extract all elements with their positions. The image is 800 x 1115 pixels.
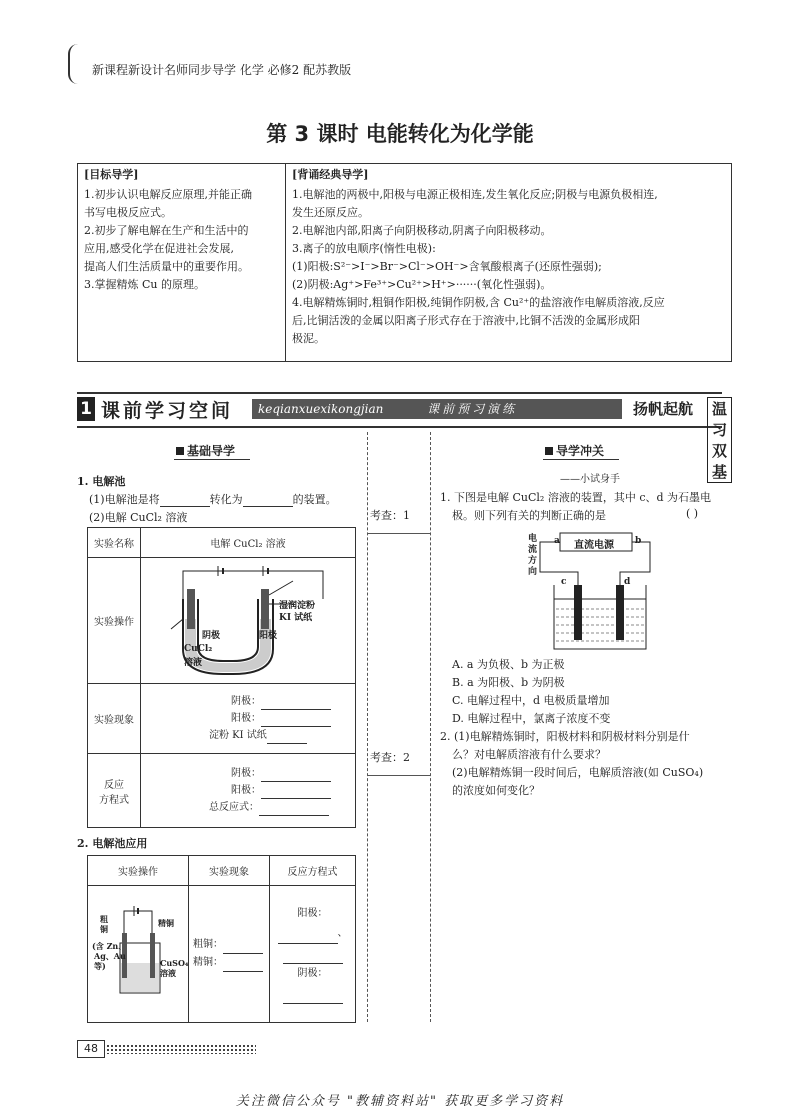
blank[interactable] — [283, 953, 343, 964]
heading-rule — [174, 459, 250, 460]
blank[interactable] — [243, 496, 293, 507]
cuso4-label: CuSO₄ — [160, 958, 189, 968]
mid-rule — [367, 775, 430, 776]
banner-number: 1 — [77, 397, 95, 421]
u-tube-diagram — [143, 559, 353, 679]
table-cell: 实验操作 — [88, 558, 141, 684]
blank[interactable] — [259, 805, 329, 816]
terminal-b-label: b — [635, 536, 642, 546]
electrode-c-label: c — [561, 577, 567, 587]
solution-label: CuCl₂ — [184, 644, 213, 654]
item-1b: (2)电解 CuCl₂ 溶液 — [89, 511, 188, 524]
subsection-2: 2. 电解池应用 — [77, 837, 148, 850]
electrolysis-table — [87, 527, 356, 828]
fill-row: 阴极： — [231, 693, 355, 710]
recite-line: 3.离子的放电顺序(惰性电极): — [292, 242, 436, 255]
fill-blank-1: (1)电解池是将 转化为 的装置。 — [89, 493, 337, 506]
solution-label: 溶液 — [184, 658, 203, 668]
goal-line: 提高人们生活质量中的重要作用。 — [84, 260, 249, 273]
power-source-label: 直流电源 — [574, 540, 614, 551]
page-number: 48 — [77, 1040, 105, 1058]
fill-row: 阳极： — [231, 710, 355, 727]
mid-rule — [367, 533, 430, 534]
right-section-heading: 导学冲关 — [545, 442, 604, 459]
check-label-1: 考查：1 — [370, 509, 410, 522]
answer-paren[interactable]: ( ) — [686, 507, 699, 520]
question-2-line: 么？对电解质溶液有什么要求？ — [452, 748, 606, 761]
question-2-line: (2)电解精炼铜一段时间后，电解质溶液(如 CuSO₄) — [452, 766, 704, 779]
right-subheading: ——小试身手 — [560, 474, 620, 485]
square-icon — [176, 447, 184, 455]
recite-line: 发生还原反应。 — [292, 206, 369, 219]
check-label-2: 考查：2 — [370, 751, 410, 764]
header-bracket — [68, 44, 80, 84]
option-c[interactable]: C. 电解过程中，d 电极质量增加 — [452, 694, 610, 707]
banner-roman: keqianxuexikongjian — [258, 402, 384, 416]
banner-slogan: 扬帆起航 — [633, 400, 694, 418]
heading-rule — [543, 459, 619, 460]
current-direction-label: 电 流 方 向 — [528, 534, 538, 577]
goal-line: 1.初步认识电解反应原理,并能正确 — [84, 188, 252, 201]
impurity-label: (含 Zn、 — [92, 941, 127, 951]
pure-copper-label: 精铜 — [158, 918, 174, 928]
goal-column — [78, 164, 286, 361]
fill-row: 阳极： — [231, 782, 355, 799]
table-cell: 实验现象 — [189, 856, 270, 886]
fill-row: 粗铜： — [193, 936, 269, 954]
recite-line: 1.电解池的两极中,阳极与电源正极相连,发生氧化反应;阴极与电源负极相连, — [292, 188, 658, 201]
cathode-label: 阴极 — [202, 631, 221, 641]
recite-line: 后,比铜活泼的金属以阳离子形式存在于溶液中,比铜不活泼的金属形成阳 — [292, 314, 640, 327]
recite-heading: [背诵经典导学] — [292, 168, 369, 181]
goal-line: 书写电极反应式。 — [84, 206, 172, 219]
blank[interactable] — [223, 961, 263, 972]
fill-row: 、 — [270, 924, 355, 944]
blank[interactable] — [223, 943, 263, 954]
banner-sub: 课前预习演练 — [427, 402, 518, 416]
blank[interactable] — [261, 699, 331, 710]
question-1: 1. 下图是电解 CuCl₂ 溶液的装置，其中 c、d 为石墨电 — [440, 491, 712, 504]
impurity-label: 等) — [94, 961, 106, 971]
option-a[interactable]: A. a 为负极、b 为正极 — [452, 658, 565, 671]
terminal-a-label: a — [554, 536, 560, 546]
page-dots — [106, 1044, 256, 1054]
table-cell: 反应方程式 — [270, 856, 356, 886]
blank[interactable] — [267, 733, 307, 744]
goal-line: 3.掌握精炼 Cu 的原理。 — [84, 278, 205, 291]
crude-label: 粗 — [100, 914, 108, 924]
recite-line: 极泥。 — [292, 332, 325, 345]
fill-row — [270, 944, 355, 964]
banner-stripe — [252, 399, 622, 419]
crude-label: 铜 — [100, 924, 108, 934]
table-cell: 实验名称 — [88, 528, 141, 558]
phenomenon-cell — [141, 684, 356, 754]
banner-title: 课前学习空间 — [101, 400, 234, 422]
ki-paper-label: 湿润淀粉 — [279, 601, 316, 611]
refining-table — [87, 855, 356, 1023]
column-divider — [367, 432, 368, 1022]
blank[interactable] — [278, 933, 338, 944]
running-header: 新课程新设计名师同步导学 化学 必修2 配苏教版 — [92, 63, 352, 77]
square-icon — [545, 447, 553, 455]
page-title: 第 3 课时 电能转化为化学能 — [266, 122, 534, 146]
option-d[interactable]: D. 电解过程中，氯离子浓度不变 — [452, 712, 611, 725]
diagram-cell — [141, 558, 356, 684]
equation-cell: 阳极： 、 阴极： — [270, 886, 356, 1023]
fill-row: 精铜： — [193, 954, 269, 972]
table-cell: 反应 方程式 — [88, 754, 141, 828]
blank[interactable] — [160, 496, 210, 507]
blank[interactable] — [283, 993, 343, 1004]
subsection-1: 1. 电解池 — [77, 475, 126, 488]
blank[interactable] — [261, 716, 331, 727]
question-2-line: 的浓度如何变化？ — [452, 784, 540, 797]
phenomenon-cell — [189, 886, 270, 1023]
ki-paper-label: KI 试纸 — [279, 613, 313, 623]
blank[interactable] — [261, 788, 331, 799]
anode-label: 阳极 — [259, 631, 278, 641]
fill-row: 淀粉 KI 试纸 — [209, 727, 355, 744]
table-cell: 实验现象 — [88, 684, 141, 754]
option-b[interactable]: B. a 为阳极、b 为阴极 — [452, 676, 565, 689]
fill-row — [270, 984, 355, 1004]
goal-line: 应用,感受化学在促进社会发展, — [84, 242, 234, 255]
electrode-d-label: d — [624, 577, 631, 587]
blank[interactable] — [261, 771, 331, 782]
bottom-watermark-text: 关注微信公众号 "教辅资料站" 获取更多学习资料 — [235, 1094, 565, 1109]
goal-heading: [目标导学] — [84, 168, 139, 181]
goal-line: 2.初步了解电解在生产和生活中的 — [84, 224, 249, 237]
recite-line: (2)阴极:Ag⁺>Fe³⁺>Cu²⁺>H⁺>······(氧化性强弱)。 — [292, 278, 552, 291]
recite-line: 4.电解精炼铜时,粗铜作阳极,纯铜作阴极,含 Cu²⁺的盐溶液作电解质溶液,反应 — [292, 296, 665, 309]
question-1-cont: 极。则下列有关的判断正确的是 — [452, 509, 606, 522]
banner-tag: 温习双基 — [707, 397, 732, 483]
recite-line: (1)阳极:S²⁻>I⁻>Br⁻>Cl⁻>OH⁻>含氧酸根离子(还原性强弱); — [292, 260, 602, 273]
recite-line: 2.电解池内部,阳离子向阴极移动,阴离子向阳极移动。 — [292, 224, 552, 237]
impurity-label: Ag、Au — [94, 951, 126, 961]
fill-row: 总反应式： — [209, 799, 355, 816]
equation-cell — [141, 754, 356, 828]
table-cell: 实验操作 — [88, 856, 189, 886]
table-cell: 电解 CuCl₂ 溶液 — [141, 528, 356, 558]
question-2: 2. (1)电解精炼铜时，阳极材料和阴极材料分别是什 — [440, 730, 690, 743]
left-section-heading: 基础导学 — [176, 442, 235, 459]
fill-row: 阴极： — [231, 765, 355, 782]
goal-box — [77, 163, 732, 362]
cuso4-label: 溶液 — [160, 968, 176, 978]
column-divider — [430, 432, 431, 1022]
